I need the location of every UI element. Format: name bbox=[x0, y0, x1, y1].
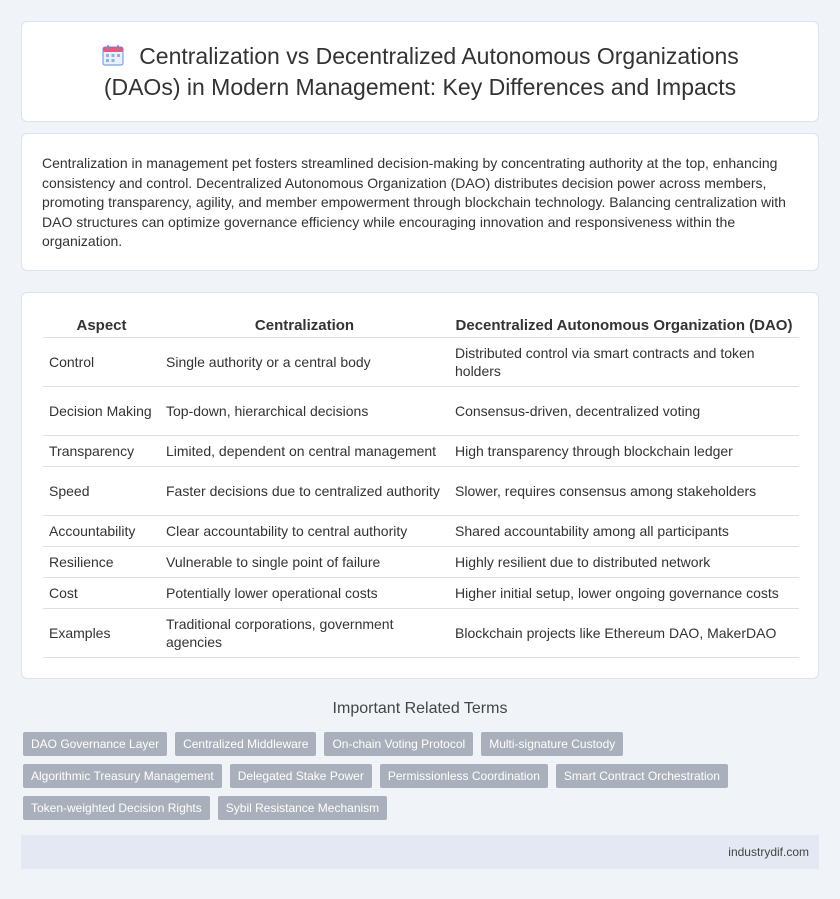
cell-dao: Highly resilient due to distributed network bbox=[449, 547, 799, 578]
tag-row bbox=[23, 764, 823, 788]
cell-centralization: Vulnerable to single point of failure bbox=[160, 547, 449, 578]
calendar-icon bbox=[101, 43, 125, 67]
table-row bbox=[43, 547, 799, 578]
summary-card bbox=[21, 133, 819, 271]
cell-dao: Slower, requires consensus among stakeholders bbox=[449, 467, 799, 516]
comparison-table-card bbox=[21, 292, 819, 679]
cell-centralization: Top-down, hierarchical decisions bbox=[160, 387, 449, 436]
related-term-tag[interactable]: Permissionless Coordination bbox=[380, 764, 548, 788]
cell-aspect: Speed bbox=[43, 467, 160, 516]
related-terms-heading: Important Related Terms bbox=[332, 700, 508, 717]
related-term-tag[interactable]: Centralized Middleware bbox=[175, 732, 316, 756]
tag-row bbox=[23, 732, 823, 756]
summary-text: Centralization in management pet fosters streamlined decision-making by concentrating authority at the top, enhancing consistency and control. Decentralized Autonomous Organization (DAO) distributes decision power across members, promoting transparency, agility, and member empowerment through blockchain technology. Balancing centralization with DAO structures can optimize governance efficiency while encouraging innovation and responsiveness within the organization. bbox=[42, 155, 786, 249]
page-title-text: Centralization vs Decentralized Autonomous Organizations (DAOs) in Modern Management: Key Differences and Impacts bbox=[103, 42, 739, 100]
related-terms-tags bbox=[23, 732, 823, 828]
cell-centralization: Traditional corporations, government agencies bbox=[160, 609, 449, 658]
cell-aspect: Cost bbox=[43, 578, 160, 609]
related-term-tag[interactable]: On-chain Voting Protocol bbox=[324, 732, 473, 756]
cell-dao: Distributed control via smart contracts and token holders bbox=[449, 338, 799, 387]
cell-aspect: Examples bbox=[43, 609, 160, 658]
footer bbox=[21, 835, 819, 869]
table-row bbox=[43, 578, 799, 609]
table-header-row bbox=[43, 305, 799, 338]
cell-centralization: Limited, dependent on central management bbox=[160, 436, 449, 467]
title-card bbox=[21, 21, 819, 122]
cell-centralization: Single authority or a central body bbox=[160, 338, 449, 387]
cell-dao: Higher initial setup, lower ongoing governance costs bbox=[449, 578, 799, 609]
related-term-tag[interactable]: Algorithmic Treasury Management bbox=[23, 764, 222, 788]
header-centralization: Centralization bbox=[160, 305, 449, 338]
cell-aspect: Resilience bbox=[43, 547, 160, 578]
related-term-tag[interactable]: Multi-signature Custody bbox=[481, 732, 623, 756]
tag-row bbox=[23, 796, 823, 820]
table-row bbox=[43, 516, 799, 547]
cell-dao: Shared accountability among all participants bbox=[449, 516, 799, 547]
comparison-table bbox=[43, 305, 799, 658]
table-row bbox=[43, 436, 799, 467]
related-term-tag[interactable]: Smart Contract Orchestration bbox=[556, 764, 728, 788]
table-row bbox=[43, 387, 799, 436]
cell-aspect: Transparency bbox=[43, 436, 160, 467]
header-dao: Decentralized Autonomous Organization (DAO) bbox=[449, 305, 799, 338]
cell-dao: Blockchain projects like Ethereum DAO, MakerDAO bbox=[449, 609, 799, 658]
table-row bbox=[43, 609, 799, 658]
related-term-tag[interactable]: Sybil Resistance Mechanism bbox=[218, 796, 387, 820]
header-aspect: Aspect bbox=[43, 305, 160, 338]
page-title bbox=[70, 41, 770, 103]
related-term-tag[interactable]: Delegated Stake Power bbox=[230, 764, 372, 788]
related-term-tag[interactable]: Token-weighted Decision Rights bbox=[23, 796, 210, 820]
cell-centralization: Clear accountability to central authority bbox=[160, 516, 449, 547]
cell-dao: High transparency through blockchain ledger bbox=[449, 436, 799, 467]
table-row bbox=[43, 338, 799, 387]
cell-dao: Consensus-driven, decentralized voting bbox=[449, 387, 799, 436]
related-term-tag[interactable]: DAO Governance Layer bbox=[23, 732, 167, 756]
cell-aspect: Control bbox=[43, 338, 160, 387]
table-row bbox=[43, 467, 799, 516]
cell-centralization: Faster decisions due to centralized authority bbox=[160, 467, 449, 516]
cell-aspect: Accountability bbox=[43, 516, 160, 547]
cell-centralization: Potentially lower operational costs bbox=[160, 578, 449, 609]
cell-aspect: Decision Making bbox=[43, 387, 160, 436]
footer-site-link[interactable]: industrydif.com bbox=[728, 845, 809, 859]
